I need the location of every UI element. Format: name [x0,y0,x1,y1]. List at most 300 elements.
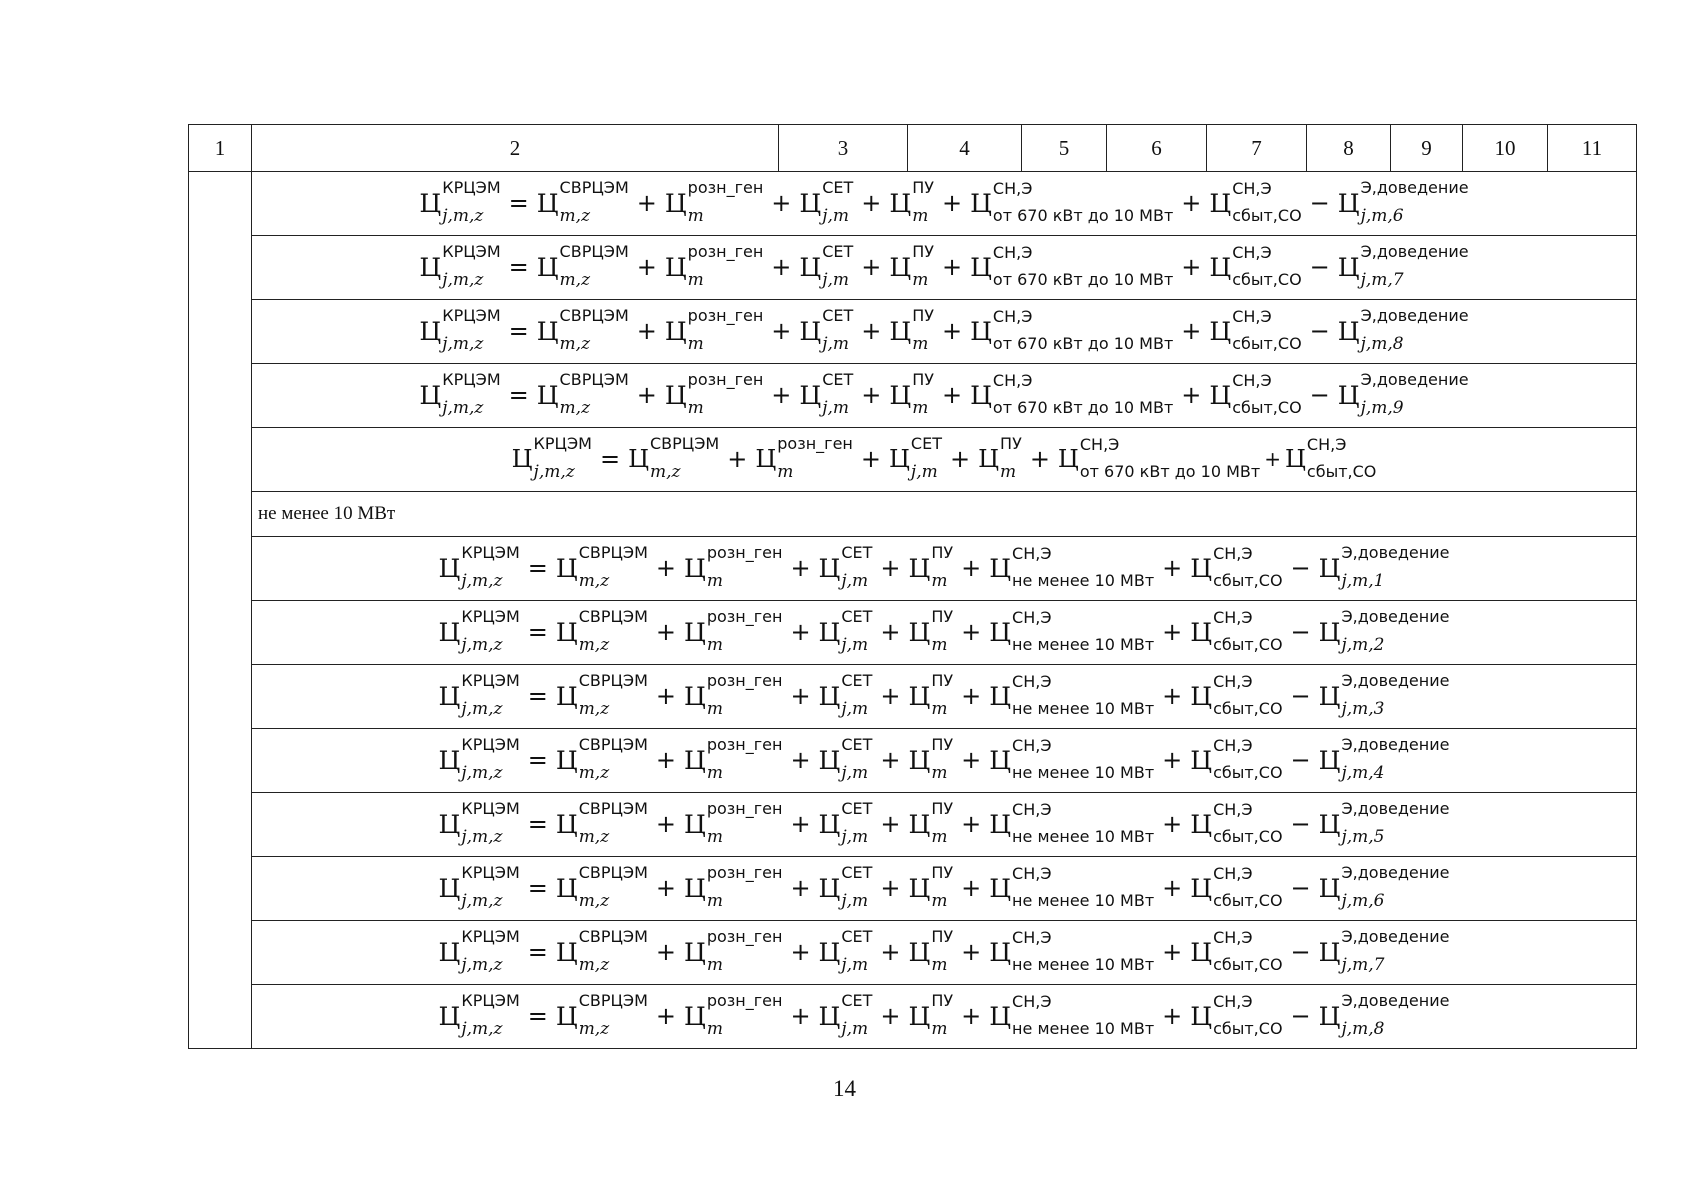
subscript: m [931,826,948,847]
base-symbol: Ц [1337,380,1360,410]
superscript: розн_ген [687,370,764,390]
subscript: не менее 10 МВт [1012,763,1155,783]
base-symbol: Ц [438,553,461,583]
base-symbol: Ц [1209,188,1232,218]
subscript: m,z [578,698,610,719]
capacity-range-term [989,991,1155,1039]
retail-gen-term [684,927,783,975]
operator: + [790,1002,811,1031]
adjustment-term [1318,799,1450,847]
capacity-range-term [970,306,1174,354]
operator: + [771,253,792,282]
retail-gen-term [684,991,783,1039]
base-symbol: Ц [684,937,706,967]
service-term [978,434,1022,482]
script-stack [706,735,783,783]
script-stack [777,434,853,482]
superscript: Э,доведение [1360,306,1469,326]
operator: = [527,938,548,967]
formula-cell [252,921,1637,985]
base-symbol: Ц [818,873,841,903]
price-krcem-term [419,242,501,290]
base-symbol: Ц [970,316,992,346]
subscript: j,m [841,698,869,719]
script-stack [461,863,520,911]
script-stack [1012,799,1155,847]
operator: + [1162,618,1183,647]
operator: + [941,381,963,410]
service-term [908,543,954,591]
operator: = [527,810,548,839]
formula-cell [252,537,1637,601]
script-stack [578,927,648,975]
base-symbol: Ц [818,809,841,839]
network-term [799,306,854,354]
operator: = [527,554,548,583]
superscript: СН,Э [1012,671,1052,691]
superscript: СН,Э [992,306,1033,326]
formula-cell [252,428,1637,492]
subscript: j,m [822,397,850,418]
superscript: СЕТ [841,671,873,691]
subscript: сбыт,СО [1232,334,1302,354]
operator: = [508,189,529,218]
base-symbol: Ц [1209,252,1232,282]
superscript: розн_ген [687,242,764,262]
capacity-range-term [989,671,1155,719]
superscript: ПУ [931,927,954,947]
script-stack [841,991,873,1039]
operator: + [880,874,901,903]
sales-so-term [1190,927,1283,975]
section-label: не менее 10 МВт [252,492,1637,537]
formula-wrap [252,428,1636,491]
base-symbol: Ц [438,617,461,647]
superscript: СН,Э [1213,991,1253,1011]
superscript: розн_ген [706,735,783,755]
operator: + [1162,938,1183,967]
operator: + [790,682,811,711]
subscript: j,m [841,634,869,655]
script-stack [1360,306,1469,354]
base-symbol: Ц [889,316,912,346]
base-symbol: Ц [438,937,461,967]
operator: + [1162,746,1183,775]
base-symbol: Ц [818,745,841,775]
capacity-range-term [989,607,1155,655]
base-symbol: Ц [555,873,578,903]
base-symbol: Ц [1209,316,1232,346]
superscript: КРЦЭМ [533,434,592,454]
retail-gen-term [755,434,853,482]
operator: + [961,1002,982,1031]
superscript: СН,Э [992,178,1033,198]
subscript: j,m,7 [1360,269,1404,290]
formula-cell [252,172,1637,236]
subscript: j,m,z [461,570,503,591]
subscript: m [931,954,948,975]
superscript: СЕТ [822,178,854,198]
formula-wrap [252,729,1636,792]
script-stack [992,306,1174,354]
operator: + [880,746,901,775]
base-symbol: Ц [818,617,841,647]
subscript: j,m [841,954,869,975]
service-term [908,991,954,1039]
subscript: m [687,397,704,418]
base-symbol: Ц [1190,937,1213,967]
network-term [818,991,873,1039]
adjustment-term [1318,863,1450,911]
script-stack [1213,607,1283,655]
column-header-11: 11 [1548,125,1637,172]
base-symbol: Ц [1190,681,1213,711]
network-term [818,863,873,911]
capacity-range-term [970,370,1174,418]
subscript: сбыт,СО [1213,699,1283,719]
superscript: СВРЦЭМ [559,306,629,326]
subscript: m,z [559,269,591,290]
base-symbol: Ц [989,617,1012,647]
superscript: КРЦЭМ [461,735,520,755]
subscript: не менее 10 МВт [1012,571,1155,591]
script-stack [1012,607,1155,655]
subscript: от 670 кВт до 10 МВт [992,270,1174,290]
base-symbol: Ц [419,252,442,282]
script-stack [931,735,954,783]
column-header-1: 1 [189,125,252,172]
script-stack [841,799,873,847]
base-symbol: Ц [799,316,822,346]
superscript: Э,доведение [1341,863,1450,883]
base-symbol: Ц [989,553,1012,583]
retail-gen-term [684,735,783,783]
subscript: не менее 10 МВт [1012,891,1155,911]
script-stack [931,799,954,847]
superscript: СН,Э [1079,434,1120,454]
superscript: ПУ [931,671,954,691]
script-stack [461,927,520,975]
network-term [818,671,873,719]
script-stack [1012,735,1155,783]
superscript: Э,доведение [1341,927,1450,947]
price-krcem-term [438,991,520,1039]
script-stack [822,242,854,290]
base-symbol: Ц [1318,809,1341,839]
formula-row [189,793,1637,857]
subscript: m [706,826,723,847]
price-krcem-term [438,543,520,591]
subscript: m [687,269,704,290]
subscript: m,z [578,762,610,783]
script-stack [841,543,873,591]
superscript: СН,Э [1213,735,1253,755]
script-stack [578,863,648,911]
base-symbol: Ц [989,1001,1012,1031]
base-symbol: Ц [989,873,1012,903]
script-stack [1213,671,1283,719]
subscript: j,m,z [442,205,484,226]
service-term [908,607,954,655]
page-number: 14 [833,1076,856,1101]
subscript: j,m,z [461,890,503,911]
subscript: j,m,4 [1341,762,1385,783]
subscript: j,m,8 [1360,333,1404,354]
retail-gen-term [684,607,783,655]
base-symbol: Ц [419,188,442,218]
subscript: j,m [841,826,869,847]
script-stack [841,927,873,975]
formula-row [189,665,1637,729]
operator: − [1290,682,1311,711]
superscript: СЕТ [841,543,873,563]
subscript: m [706,1018,723,1039]
operator: + [961,554,982,583]
superscript: СН,Э [1232,242,1272,262]
service-term [908,863,954,911]
subscript: m [931,634,948,655]
operator: + [790,746,811,775]
operator: + [655,810,676,839]
script-stack [1012,927,1155,975]
superscript: СЕТ [841,863,873,883]
subscript: j,m,z [461,826,503,847]
operator: = [508,253,529,282]
base-symbol: Ц [684,617,706,647]
base-symbol: Ц [1318,937,1341,967]
subscript: сбыт,СО [1213,1019,1283,1039]
adjustment-term [1318,991,1450,1039]
operator: + [860,445,881,474]
superscript: КРЦЭМ [442,370,501,390]
subscript: m [777,461,794,482]
formula-row [189,428,1637,492]
script-stack [578,735,648,783]
base-symbol: Ц [555,745,578,775]
superscript: Э,доведение [1360,178,1469,198]
subscript: не менее 10 МВт [1012,699,1155,719]
subscript: m,z [559,397,591,418]
subscript: сбыт,СО [1213,571,1283,591]
retail-gen-term [684,863,783,911]
script-stack [1341,799,1450,847]
subscript: j,m [822,269,850,290]
adjustment-term [1337,178,1469,226]
subscript: j,m,z [461,954,503,975]
superscript: КРЦЭМ [461,863,520,883]
base-symbol: Ц [536,380,559,410]
subscript: от 670 кВт до 10 МВт [1079,462,1261,482]
operator: − [1290,1002,1311,1031]
script-stack [1012,543,1155,591]
script-stack [931,863,954,911]
superscript: СН,Э [1213,543,1253,563]
base-symbol: Ц [970,380,992,410]
script-stack [1341,607,1450,655]
script-stack [1341,991,1450,1039]
subscript: m,z [578,890,610,911]
formula-wrap [252,364,1636,427]
subscript: j,m,1 [1341,570,1385,591]
subscript: m,z [559,205,591,226]
base-symbol: Ц [555,553,578,583]
operator: + [655,1002,676,1031]
formula [438,543,1450,591]
superscript: ПУ [931,863,954,883]
network-term [818,543,873,591]
subscript: j,m,6 [1341,890,1385,911]
operator: + [727,445,748,474]
superscript: СВРЦЭМ [578,671,648,691]
retail-gen-term [664,370,764,418]
subscript: m [912,397,929,418]
operator: − [1309,317,1330,346]
price-svrcem-term [536,242,629,290]
script-stack [912,178,934,226]
subscript: m,z [578,634,610,655]
capacity-range-term [989,543,1155,591]
formula-cell [252,236,1637,300]
service-term [908,671,954,719]
script-stack [650,434,720,482]
superscript: СВРЦЭМ [578,607,648,627]
base-symbol: Ц [908,745,931,775]
subscript: m,z [650,461,681,482]
subscript: m [1000,461,1017,482]
base-symbol: Ц [799,252,822,282]
operator: + [655,874,676,903]
formula-row [189,172,1637,236]
base-symbol: Ц [888,445,910,474]
superscript: СВРЦЭМ [578,927,648,947]
subscript: j,m,z [461,634,503,655]
superscript: СВРЦЭМ [559,242,629,262]
formula-wrap [252,537,1636,600]
price-krcem-term [438,671,520,719]
operator: − [1309,381,1330,410]
superscript: СВРЦЭМ [559,370,629,390]
price-svrcem-term [555,991,648,1039]
script-stack [1079,434,1261,482]
script-stack [461,799,520,847]
base-symbol: Ц [1190,873,1213,903]
script-stack [578,543,648,591]
operator: + [636,317,657,346]
script-stack [687,178,764,226]
base-symbol: Ц [889,380,912,410]
subscript: j,m [822,333,850,354]
subscript: m [931,890,948,911]
operator: + [790,618,811,647]
script-stack [1213,927,1283,975]
subscript: не менее 10 МВт [1012,827,1155,847]
formula-cell [252,601,1637,665]
retail-gen-term [684,671,783,719]
subscript: m [912,269,929,290]
subscript: m [912,205,929,226]
subscript: сбыт,СО [1213,763,1283,783]
script-stack [1213,735,1283,783]
price-svrcem-term [555,927,648,975]
subscript: j,m,5 [1341,826,1385,847]
superscript: ПУ [931,735,954,755]
base-symbol: Ц [1190,1001,1213,1031]
subscript: j,m,z [533,461,575,482]
base-symbol: Ц [978,445,1000,474]
superscript: СН,Э [992,242,1033,262]
base-symbol: Ц [684,809,706,839]
superscript: СВРЦЭМ [578,991,648,1011]
formula-row [189,601,1637,665]
superscript: ПУ [912,178,934,198]
adjustment-term [1337,306,1469,354]
column-header-10: 10 [1463,125,1548,172]
retail-gen-term [664,242,764,290]
superscript: розн_ген [687,306,764,326]
base-symbol: Ц [989,681,1012,711]
superscript: СЕТ [841,607,873,627]
superscript: СЕТ [822,306,854,326]
operator: = [527,682,548,711]
base-symbol: Ц [438,1001,461,1031]
script-stack [912,306,934,354]
script-stack [1012,991,1155,1039]
capacity-range-term [970,178,1174,226]
formula-row [189,985,1637,1049]
formula [511,434,1377,482]
base-symbol: Ц [536,252,559,282]
operator: − [1309,253,1330,282]
adjustment-term [1318,543,1450,591]
base-symbol: Ц [889,188,912,218]
adjustment-term [1318,927,1450,975]
formula-cell [252,793,1637,857]
base-symbol: Ц [908,553,931,583]
superscript: СВРЦЭМ [578,735,648,755]
script-stack [706,799,783,847]
superscript: СН,Э [1012,991,1052,1011]
operator: + [1264,447,1281,472]
operator: + [790,938,811,967]
script-stack [461,671,520,719]
formula-wrap [252,236,1636,299]
operator: + [771,317,792,346]
operator: + [1181,381,1202,410]
base-symbol: Ц [818,681,841,711]
superscript: СН,Э [1213,863,1253,883]
superscript: розн_ген [706,607,783,627]
subscript: сбыт,СО [1213,827,1283,847]
base-symbol: Ц [511,445,533,474]
superscript: СН,Э [1232,306,1272,326]
formula [419,178,1469,226]
base-symbol: Ц [1337,188,1360,218]
subscript: m [706,954,723,975]
operator: − [1290,554,1311,583]
operator: + [636,381,657,410]
superscript: СН,Э [1012,543,1052,563]
operator: + [880,810,901,839]
formula-cell [252,665,1637,729]
formula-cell [252,729,1637,793]
superscript: розн_ген [706,863,783,883]
operator: + [941,317,963,346]
superscript: СЕТ [822,370,854,390]
price-krcem-term [419,178,501,226]
base-symbol: Ц [555,1001,578,1031]
superscript: СН,Э [992,370,1033,390]
script-stack [931,991,954,1039]
